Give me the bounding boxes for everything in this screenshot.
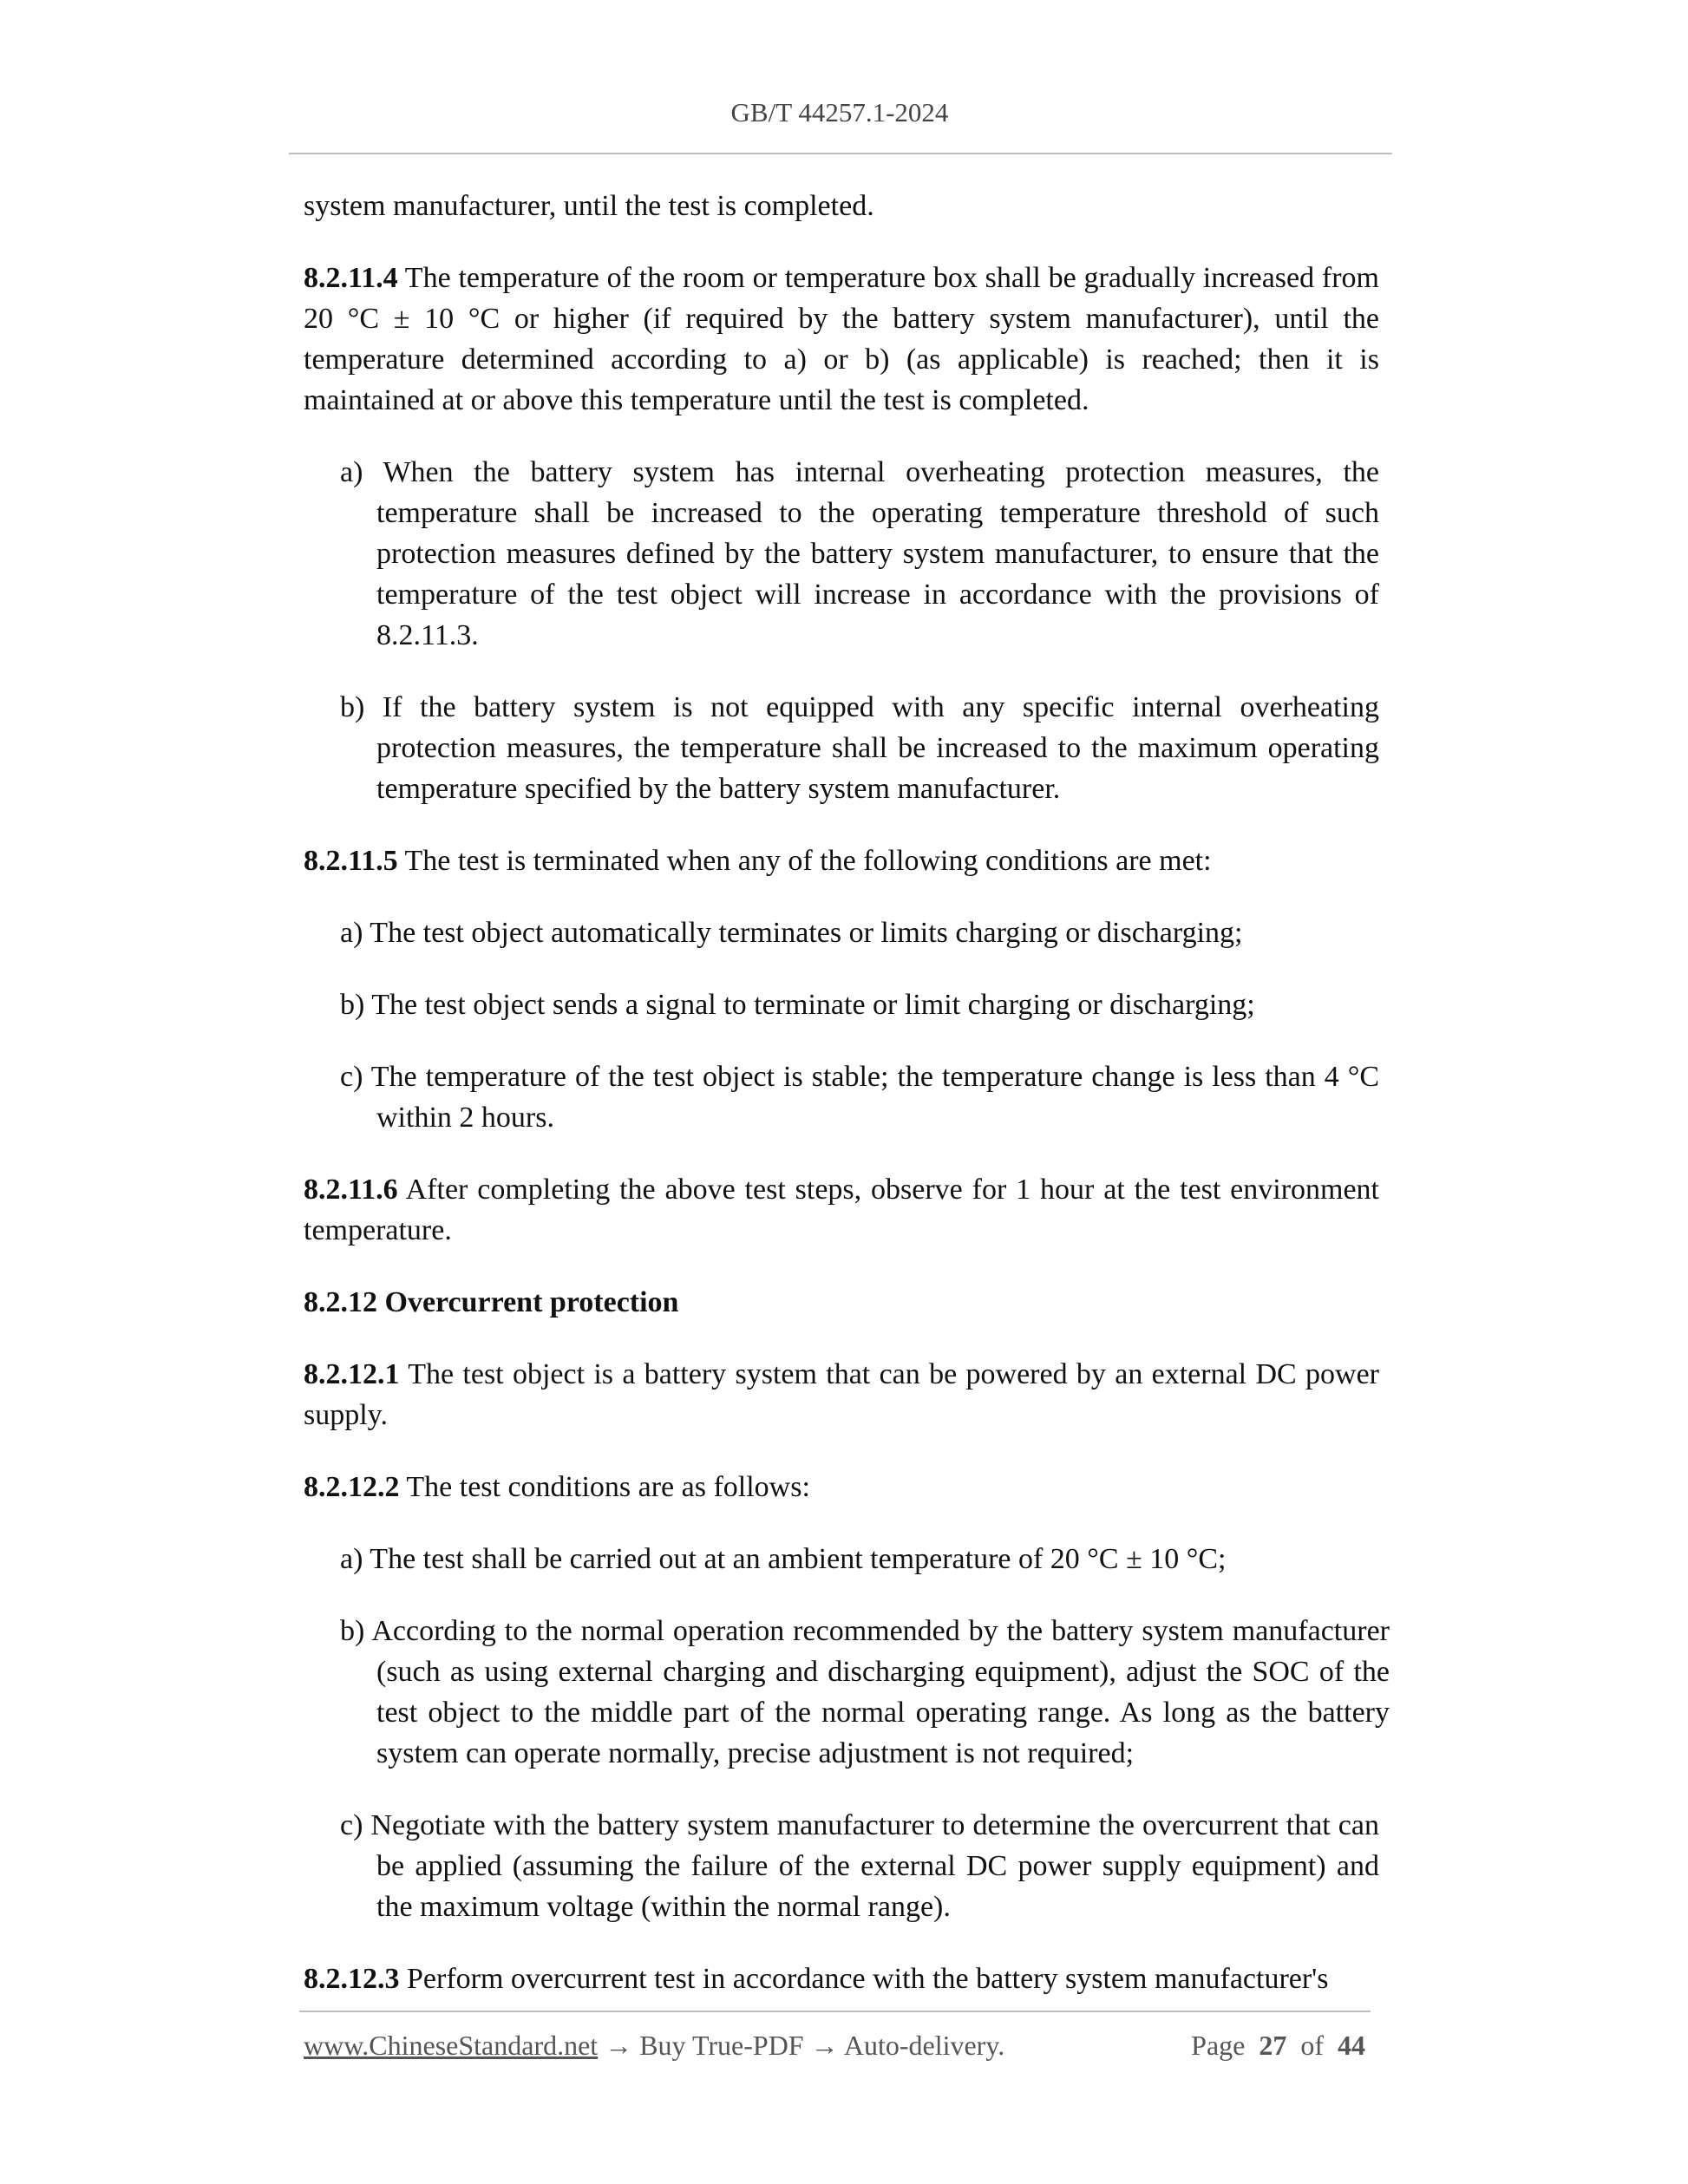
list-item: a) The test object automatically terminates or limits charging or discharging;: [340, 917, 1243, 949]
list-item: c) The temperature of the test object is stable; the temperature change is less than 4 °C within 2 hours.: [340, 1061, 1379, 1134]
clause-8-2-11-6: [304, 1169, 1379, 1251]
paragraph-continuation: system manufacturer, until the test is completed.: [304, 190, 874, 222]
clause-text: The test conditions are as follows:: [399, 1471, 810, 1503]
footer-promo: [304, 2030, 1004, 2062]
list-item: c) Negotiate with the battery system manufacturer to determine the overcurrent that can be applied (assuming the failure of the external DC power supply equipment) and the maximum voltage (within the normal range).: [340, 1809, 1379, 1923]
clause-8-2-11-5: [304, 840, 1379, 881]
list-item: b) If the battery system is not equipped with any specific internal overheating protection measures, the temperature shall be increased to the maximum operating temperature specified by the battery system manufacturer.: [340, 691, 1379, 805]
document-header-title: GB/T 44257.1-2024: [730, 97, 949, 128]
page-label: Page: [1191, 2030, 1246, 2061]
arrow-right-icon: →: [803, 2030, 844, 2061]
of-label: of: [1300, 2030, 1324, 2061]
footer-divider: [299, 2011, 1371, 2012]
clause-text: The test is terminated when any of the following conditions are met:: [397, 845, 1212, 877]
section-heading-overcurrent-protection: 8.2.12 Overcurrent protection: [304, 1286, 679, 1318]
list-item: b) The test object sends a signal to terminate or limit charging or discharging;: [340, 989, 1255, 1021]
clause-text: After completing the above test steps, observe for 1 hour at the test environment temperature.: [304, 1174, 1379, 1246]
clause-text: Perform overcurrent test in accordance with the battery system manufacturer's: [399, 1963, 1329, 1995]
clause-number: 8.2.11.4: [304, 262, 398, 294]
clause-number: 8.2.11.5: [304, 845, 398, 877]
clause-number: 8.2.11.6: [304, 1174, 398, 1206]
list-item: a) The test shall be carried out at an ambient temperature of 20 °C ± 10 °C;: [340, 1543, 1227, 1575]
list-item: b) According to the normal operation recommended by the battery system manufacturer (such as using external charging and discharging equipment), adjust the SOC of the test object to the middle part of the normal operating range. As long as the battery system can operate normally, precise adjustment is not required;: [340, 1615, 1390, 1769]
clause-8-2-12-1: [304, 1354, 1379, 1435]
clause-8-2-12-2: [304, 1467, 1379, 1507]
clause-number: 8.2.12.3: [304, 1963, 400, 1995]
clause-number: 8.2.12.1: [304, 1358, 400, 1390]
buy-true-pdf-text: Buy True-PDF: [639, 2030, 804, 2061]
page-total: 44: [1338, 2030, 1365, 2061]
clause-8-2-12-3: [304, 1958, 1379, 1999]
clause-text: The temperature of the room or temperature box shall be gradually increased from 20 °C ± 10 °C or higher (if required by the battery system manufacturer), until the temperature determined according to a) or b) (as applicable) is reached; then it is maintained at or above this temperature until the test is completed.: [304, 262, 1379, 416]
chinesestandard-link[interactable]: www.ChineseStandard.net: [304, 2030, 599, 2061]
arrow-right-icon: →: [598, 2030, 640, 2061]
document-body: [304, 186, 1390, 2030]
clause-number: 8.2.12.2: [304, 1471, 400, 1503]
clause-text: The test object is a battery system that can be powered by an external DC power supply.: [304, 1358, 1379, 1431]
list-item: a) When the battery system has internal overheating protection measures, the temperature shall be increased to the operating temperature threshold of such protection measures defined by the battery system manufacturer, to ensure that the temperature of the test object will increase in accordance with the provisions of 8.2.11.3.: [340, 456, 1379, 651]
auto-delivery-text: Auto-delivery.: [843, 2030, 1005, 2061]
header-divider: [289, 153, 1392, 154]
clause-8-2-11-4: [304, 258, 1379, 421]
page-number: 27: [1259, 2030, 1287, 2061]
page-indicator: [1191, 2030, 1365, 2062]
